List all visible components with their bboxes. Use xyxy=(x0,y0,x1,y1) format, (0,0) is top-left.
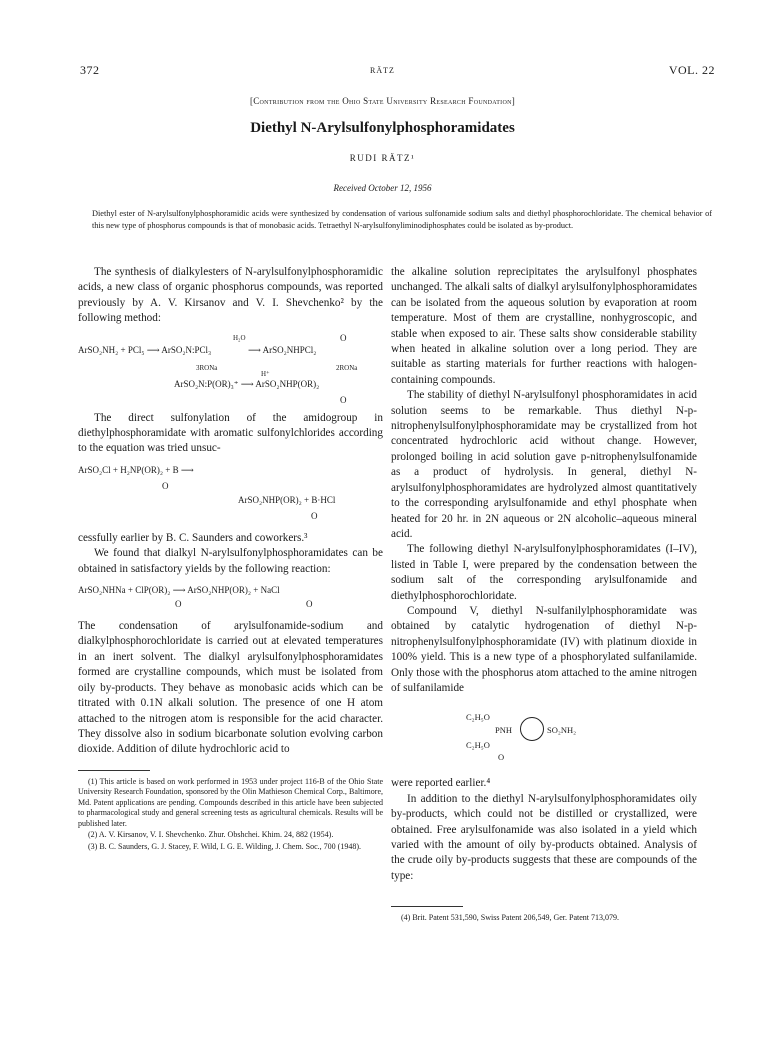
paragraph: The stability of diethyl N-arylsulfonyl phosphoramidates in acid solution seems to be remarkable. Thus diethyl N-p-nitrophenylsulfonylphosphoramidate may be crystallized from hot concentrated hydrochloric acid without change. However, prolonged boiling in acid solution gave p-nitrophenylsulfonamide as a product of hydrolysis. In general, diethyl N-arylsulfonylphosphoramidates are hydrolyzed almost quantitatively to the corresponding arylsulfonamide and ethyl phosphate when heated for 20 hr. in 2N aqueous or 2N alcoholic–aqueous mineral acid. xyxy=(391,389,697,540)
author-name: RUDI RÄTZ¹ xyxy=(349,153,416,163)
oxygen-label: O xyxy=(162,480,169,491)
paragraph: The direct sulfonylation of the amidogroup in diethylphosphoramidate with aromatic sulfonylchlorides according to the equation was tried unsuc- xyxy=(78,411,383,455)
equation-sulfonylation xyxy=(78,463,383,525)
paragraph: Compound V, diethyl N-sulfanilylphosphoramidate was obtained by catalytic hydrogenation of diethyl N-p-nitrophenylsulfonylphosphoramidate (IV) with platinum dioxide in 100% yield. This is a new type of a phosphorylated sulfanilamide. Only those with the phosphorus atom attached to the amine nitrogen of sulfanilamide xyxy=(391,604,697,694)
abstract: Diethyl ester of N-arylsulfonylphosphoramidic acids were synthesized by condensation of various sulfonamide sodium salts and diethyl phosphorochloridate. The chemical behavior of this new type of phosphorus compounds is that of monobasic acids. Tetraethyl N-arylsulfonyliminodiphosphates could be isolated as by-product. xyxy=(92,209,712,231)
equation-kirsanov xyxy=(78,333,383,405)
oxygen-label: O xyxy=(340,394,347,405)
volume-label: VOL. 22 xyxy=(668,63,715,77)
structure-group: C₂H₅O xyxy=(466,712,490,723)
paragraph: The condensation of arylsulfonamide-sodium and dialkylphosphorochloridate is carried out at elevated temperatures in an inert solvent. The dialkyl arylsulfonylphosphoramidates formed are crystalline compounds, which must be isolated from oily by-products. They behave as monobasic acids which can be titrated with 0.1N alkali solution. The presence of one H atom attached to the nitrogen atom is responsible for the acid character. They dissolve also in sodium bicarbonate solution evolving carbon dioxide. Addition of dilute hydrochloric acid to xyxy=(78,620,383,756)
reagent-label: H⁺ xyxy=(261,369,270,378)
right-column xyxy=(391,265,697,925)
paragraph: were reported earlier.⁴ xyxy=(391,777,491,790)
footnote: (4) Brit. Patent 531,590, Swiss Patent 206,549, Ger. Patent 713,079. xyxy=(401,913,619,923)
structure-group: C₂H₅O xyxy=(466,740,490,751)
equation-line: ArSO₂NH₂ + PCl₅ ⟶ ArSO₂N:PCl₃ xyxy=(78,344,212,355)
structure-group: PNH xyxy=(495,725,513,736)
running-head: RÄTZ xyxy=(370,66,395,75)
equation-line: ArSO₂NHP(OR)₂ + B·HCl xyxy=(238,494,336,505)
footnote: (2) A. V. Kirsanov, V. I. Shevchenko. Zhur. Obshchei. Khim. 24, 882 (1954). xyxy=(88,830,334,840)
contribution-line: [Contribution from the Ohio State University Research Foundation] xyxy=(249,96,516,106)
benzene-ring xyxy=(520,717,544,741)
footnote: (1) This article is based on work performed in 1953 under project 116-B of the Ohio State University Research Foundation, sponsored by the Olin Mathieson Chemical Corp., Baltimore, Md. Patent applications are pending. Compounds described in this article have been subjected to pharmacological study and general screening tests as agricultural chemicals. Results will be published later. xyxy=(78,776,383,828)
sulfanilamide-structure xyxy=(391,702,697,772)
footnote-rule xyxy=(391,906,463,907)
reagent-label: 3RONa xyxy=(196,363,218,372)
paragraph: The following diethyl N-arylsulfonylphosphoramidates (I–IV), listed in Table I, were prepared by the condensation between the sodium salt of the corresponding arylsulfonamide and diethylphosphorochloridate. xyxy=(391,543,697,602)
paragraph: The synthesis of dialkylesters of N-arylsulfonylphosphoramidic acids, a new class of organic phosphorus compounds, was reported previously by A. V. Kirsanov and V. I. Shevchenko² by the following method: xyxy=(78,266,383,325)
equation-line: ArSO₂Cl + H₂NP(OR)₂ + B ⟶ xyxy=(78,464,194,475)
received-date: Received October 12, 1956 xyxy=(333,183,432,193)
oxygen-label: O xyxy=(306,599,313,610)
oxygen-label: O xyxy=(175,599,182,610)
equation-line: ArSO₂N:P(OR)₃⁺ ⟶ ArSO₂NHP(OR)₂ xyxy=(174,378,320,389)
footnotes xyxy=(78,777,383,853)
page-number: 372 xyxy=(80,63,100,77)
article-title: Diethyl N-Arylsulfonylphosphoramidates xyxy=(250,120,515,136)
oxygen-label: O xyxy=(311,510,318,521)
left-column xyxy=(78,265,383,853)
footnote: (3) B. C. Saunders, G. J. Stacey, F. Wild, I. G. E. Wilding, J. Chem. Soc., 700 (1948). xyxy=(88,841,361,851)
paragraph: In addition to the diethyl N-arylsulfonylphosphoramidates oily by-products, which could not be distilled or crystallized, were obtained. Free arylsulfonamide was also isolated in a yield which varied with the amount of oily by-products obtained. Analysis of the crude oily by-products suggests that these are compounds of the type: xyxy=(391,792,697,882)
reagent-label: 2RONa xyxy=(336,363,358,372)
paragraph: We found that dialkyl N-arylsulfonylphosphoramidates can be obtained in satisfactory yields by the following reaction: xyxy=(78,547,383,575)
equation-line: ⟶ ArSO₂NHPCl₂ xyxy=(248,344,317,355)
equation-line: ArSO₂NHNa + ClP(OR)₂ ⟶ ArSO₂NHP(OR)₂ + NaCl xyxy=(78,585,280,596)
paragraph: the alkaline solution reprecipitates the arylsulfonyl phosphates unchanged. The alkali salts of dialkyl arylsulfonylphosphoramidates can be isolated from the aqueous solution by evaporation at room temperature. Most of them are crystalline, nonhygroscopic, and stable when exposed to air. These salts show considerable stability when heated in alkaline solution over a long period. They are suitable as starting materials for further reactions with halogen-containing compounds. xyxy=(391,266,697,386)
arrow-label: H₂O xyxy=(233,333,246,342)
equation-condensation xyxy=(78,583,383,613)
oxygen-label: O xyxy=(340,332,347,343)
oxygen-label: O xyxy=(498,752,505,763)
structure-group: SO₂NH₂ xyxy=(547,725,577,736)
paragraph: cessfully earlier by B. C. Saunders and coworkers.³ xyxy=(78,531,308,544)
footnote-rule xyxy=(78,770,150,771)
footnotes xyxy=(391,913,697,924)
